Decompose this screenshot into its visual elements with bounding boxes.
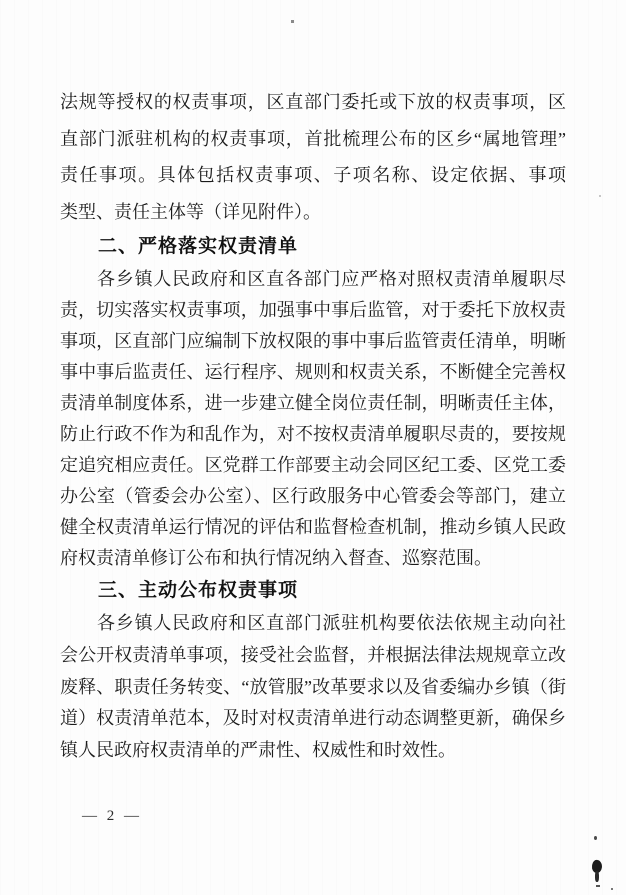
text-line: 法规等授权的权责事项，区直部门委托或下放的权责事项，区 — [60, 92, 566, 112]
text-line: 会公开权责清单事项，接受社会监督，并根据法律法规规章立改 — [60, 644, 566, 665]
scan-artifact — [599, 195, 601, 197]
text-line: 健全权责清单运行情况的评估和监督检查机制，推动乡镇人民政 — [60, 517, 566, 537]
text-block — [60, 84, 566, 767]
paragraph-section-3 — [60, 608, 566, 767]
text-line: 定追究相应责任。区党群工作部要主动会同区纪工委、区党工委 — [60, 455, 566, 475]
text-line: 责清单制度体系，进一步建立健全岗位责任制，明晰责任主体， — [60, 393, 566, 413]
text-line: 直部门派驻机构的权责事项，首批梳理公布的区乡“属地管理” — [60, 128, 566, 149]
scan-artifact — [291, 20, 294, 23]
scan-artifact — [595, 871, 599, 882]
paragraph-intro-continuation — [60, 84, 566, 230]
text-line: 事项，区直部门应编制下放权限的事中事后监管责任清单，明晰 — [60, 331, 566, 351]
text-line: 府权责清单修订公布和执行情况纳入督查、巡察范围。 — [60, 548, 492, 568]
paragraph-section-2 — [60, 264, 566, 574]
section-heading-2: 二、严格落实权责清单 — [98, 236, 299, 257]
page-number: — 2 — — [82, 808, 142, 824]
text-line: 各乡镇人民政府和区直部门派驻机构要依法依规主动向社 — [97, 613, 566, 633]
text-line: 各乡镇人民政府和区直各部门应严格对照权责清单履职尽 — [97, 269, 566, 289]
text-line: 镇人民政府权责清单的严肃性、权威性和时效性。 — [60, 740, 456, 761]
scan-artifact — [594, 836, 597, 840]
text-line: 责任事项。具体包括权责事项、子项名称、设定依据、事项 — [60, 165, 566, 185]
text-line: 事中事后监责任、运行程序、规则和权责关系，不断健全完善权 — [60, 362, 566, 382]
text-line: 类型、责任主体等（详见附件）。 — [60, 201, 321, 222]
scan-artifact — [611, 888, 613, 890]
section-heading-3: 三、主动公布权责事项 — [98, 580, 299, 601]
text-line: 责，切实落实权责事项，加强事中事后监管，对于委托下放权责 — [60, 300, 566, 320]
text-line: 防止行政不作为和乱作为，对不按权责清单履职尽责的，要按规 — [60, 424, 566, 444]
text-line: 道）权责清单范本，及时对权责清单进行动态调整更新，确保乡 — [60, 708, 566, 729]
text-line: 废释、职责任务转变、“放管服”改革要求以及省委编办乡镇（街 — [60, 676, 566, 697]
scan-artifact — [596, 885, 600, 887]
text-line: 办公室（管委会办公室）、区行政服务中心管委会等部门，建立 — [60, 486, 566, 506]
